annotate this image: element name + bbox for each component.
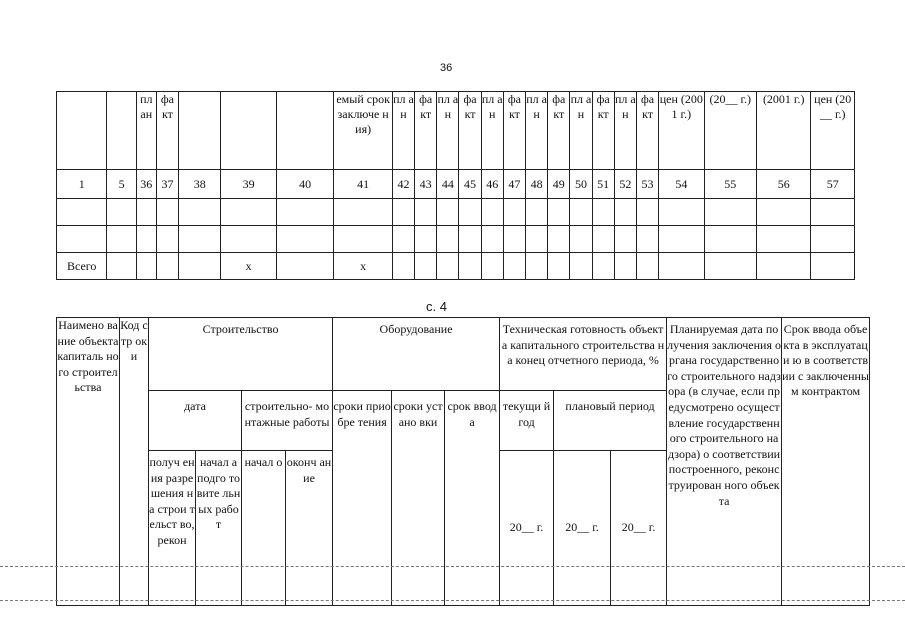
prep-start-header: начал а подго товите льных работ xyxy=(196,451,242,606)
header-cell: цен (20__ г.) xyxy=(811,92,855,170)
header-cell: пл ан xyxy=(437,92,459,170)
column-number: 46 xyxy=(481,170,503,199)
column-number: 40 xyxy=(276,170,334,199)
equipment-header: Оборудование xyxy=(333,318,500,391)
header-cell: цен (200 1 г.) xyxy=(659,92,704,170)
top-number-row xyxy=(57,170,855,199)
header-cell: фа кт xyxy=(415,92,437,170)
header-cell: фа кт xyxy=(548,92,570,170)
empty-row xyxy=(57,199,855,226)
header-cell: фа кт xyxy=(636,92,658,170)
header-cell: пл ан xyxy=(570,92,592,170)
column-number: 56 xyxy=(756,170,810,199)
installation-header: сроки устано вки xyxy=(392,391,445,606)
top-header-row xyxy=(57,92,855,170)
input-date-header: срок ввода xyxy=(445,391,500,606)
header-cell: емый срок заключе ния) xyxy=(334,92,393,170)
start-header: начал о xyxy=(242,451,286,606)
header-cell xyxy=(107,92,136,170)
bottom-table xyxy=(56,317,870,606)
object-name-header: Наимено вание объекта капиталь ного строител ьства xyxy=(57,318,120,606)
column-number: 44 xyxy=(437,170,459,199)
column-number: 52 xyxy=(614,170,636,199)
construction-header: Строительство xyxy=(149,318,333,391)
column-number: 55 xyxy=(704,170,756,199)
scan-dash-line xyxy=(0,600,905,601)
column-number: 47 xyxy=(503,170,525,199)
column-number: 36 xyxy=(136,170,156,199)
top-table xyxy=(56,91,855,280)
header-cell xyxy=(179,92,221,170)
header-cell: фа кт xyxy=(459,92,481,170)
page-number: 36 xyxy=(440,62,453,74)
commissioning-header: Срок ввода объекта в эксплуатаци ю в соответствии с заключенны м контрактом xyxy=(782,318,870,606)
end-header: оконч ание xyxy=(286,451,333,606)
year-cell: 20__ г. xyxy=(554,451,611,606)
cmw-header: строительно- монтажные работы xyxy=(242,391,333,451)
column-number: 57 xyxy=(811,170,855,199)
header-cell xyxy=(276,92,334,170)
column-number: 39 xyxy=(221,170,276,199)
column-number: 38 xyxy=(179,170,221,199)
current-year-header: текущи й год xyxy=(500,391,554,451)
header-cell: пл ан xyxy=(136,92,156,170)
column-number: 1 xyxy=(57,170,107,199)
column-number: 49 xyxy=(548,170,570,199)
header-cell: пл ан xyxy=(392,92,414,170)
total-col41: х xyxy=(334,253,393,280)
column-number: 45 xyxy=(459,170,481,199)
permit-header: получ ения разре шения на строи тельст во, рекон xyxy=(149,451,196,606)
column-number: 42 xyxy=(392,170,414,199)
header-cell xyxy=(221,92,276,170)
header-cell: фа кт xyxy=(592,92,614,170)
column-number: 50 xyxy=(570,170,592,199)
acquisition-header: сроки приобре тения xyxy=(333,391,392,606)
year-cell: 20__ г. xyxy=(500,451,554,606)
line-code-header: Код стр оки xyxy=(120,318,149,606)
header-cell: (2001 г.) xyxy=(756,92,810,170)
date-header: дата xyxy=(149,391,242,451)
column-number: 54 xyxy=(659,170,704,199)
column-number: 37 xyxy=(156,170,178,199)
section-label: с. 4 xyxy=(426,299,447,314)
column-number: 51 xyxy=(592,170,614,199)
empty-row xyxy=(57,226,855,253)
readiness-header: Техническая готовность объекта капитального строительства на конец отчетного периода, % xyxy=(500,318,667,391)
total-col39: х xyxy=(221,253,276,280)
header-cell: пл ан xyxy=(614,92,636,170)
scan-dash-line xyxy=(0,566,905,567)
column-number: 43 xyxy=(415,170,437,199)
year-cell: 20__ г. xyxy=(611,451,667,606)
column-number: 5 xyxy=(107,170,136,199)
total-row xyxy=(57,253,855,280)
column-number: 53 xyxy=(636,170,658,199)
header-cell xyxy=(57,92,107,170)
planned-date-header: Планируемая дата получения заключения органа государственного строительного надзора (в случае, если предусмотрено осуществление государственного строительного надзора) о соответствии построенного, реконструирован ного объекта xyxy=(667,318,782,606)
column-number: 48 xyxy=(526,170,548,199)
total-label: Всего xyxy=(57,253,107,280)
column-number: 41 xyxy=(334,170,393,199)
header-cell: фа кт xyxy=(503,92,525,170)
planned-period-header: плановый период xyxy=(554,391,667,451)
header-cell: (20__ г.) xyxy=(704,92,756,170)
header-cell: пл ан xyxy=(526,92,548,170)
header-cell: фа кт xyxy=(156,92,178,170)
header-cell: пл ан xyxy=(481,92,503,170)
